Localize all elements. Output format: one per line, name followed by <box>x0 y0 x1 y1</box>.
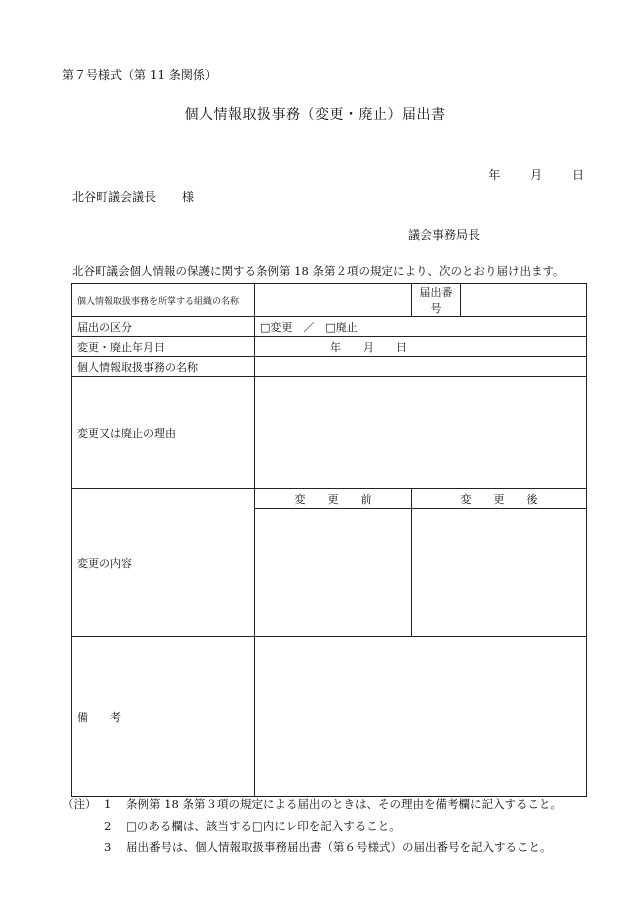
note-text: □のある欄は、該当する□内にレ印を記入すること。 <box>126 818 401 833</box>
addressee <box>72 188 194 205</box>
notification-number-field[interactable] <box>461 284 587 317</box>
before-field[interactable] <box>255 509 412 637</box>
date-line <box>488 166 584 183</box>
document-title: 個人情報取扱事務（変更・廃止）届出書 <box>184 107 446 123</box>
date-year: 年 <box>488 168 501 182</box>
note-number: 3 <box>104 840 112 854</box>
row-change-content-header <box>72 489 587 509</box>
note-item <box>104 837 562 859</box>
date-day: 日 <box>571 168 584 182</box>
category-options[interactable]: □変更 ／ □廃止 <box>255 317 587 337</box>
addressee-honorific: 様 <box>182 190 195 204</box>
affair-name-label: 個人情報取扱事務の名称 <box>72 357 255 377</box>
note-item <box>62 794 562 816</box>
org-label: 個人情報取扱事務を所掌する組織の名称 <box>72 284 255 317</box>
category-label: 届出の区分 <box>72 317 255 337</box>
after-label: 変 更 後 <box>412 489 587 509</box>
reason-label: 変更又は廃止の理由 <box>72 377 255 489</box>
change-date-field[interactable]: 年 月 日 <box>255 337 587 357</box>
notes <box>62 794 562 859</box>
note-number: 1 <box>104 797 112 811</box>
org-value-field[interactable] <box>255 284 412 317</box>
intro-text: 北谷町議会個人情報の保護に関する条例第 18 条第２項の規定により、次のとおり届け出ます。 <box>72 264 565 278</box>
affair-name-field[interactable] <box>255 357 587 377</box>
remarks-label: 備 考 <box>72 637 255 797</box>
notification-number-label: 届出番号 <box>412 284 461 317</box>
row-reason <box>72 377 587 489</box>
remarks-field[interactable] <box>255 637 587 797</box>
note-item <box>104 816 562 838</box>
notes-lead: （注） <box>62 797 97 811</box>
addressee-name: 北谷町議会議長 <box>72 190 157 204</box>
before-label: 変 更 前 <box>255 489 412 509</box>
row-remarks <box>72 637 587 797</box>
date-month: 月 <box>530 168 543 182</box>
change-content-label: 変更の内容 <box>72 489 255 637</box>
after-field[interactable] <box>412 509 587 637</box>
note-number: 2 <box>104 818 112 833</box>
row-change-date <box>72 337 587 357</box>
row-affair-name <box>72 357 587 377</box>
note-text: 条例第 18 条第３項の規定による届出のときは、その理由を備考欄に記入すること。 <box>126 797 562 811</box>
form-number: 第７号様式（第 11 条関係） <box>62 68 217 82</box>
notification-form-table <box>71 283 587 797</box>
change-date-label: 変更・廃止年月日 <box>72 337 255 357</box>
sender: 議会事務局長 <box>408 228 481 242</box>
reason-field[interactable] <box>255 377 587 489</box>
row-organization <box>72 284 587 317</box>
note-text: 届出番号は、個人情報取扱事務届出書（第６号様式）の届出番号を記入すること。 <box>126 840 552 854</box>
row-category <box>72 317 587 337</box>
